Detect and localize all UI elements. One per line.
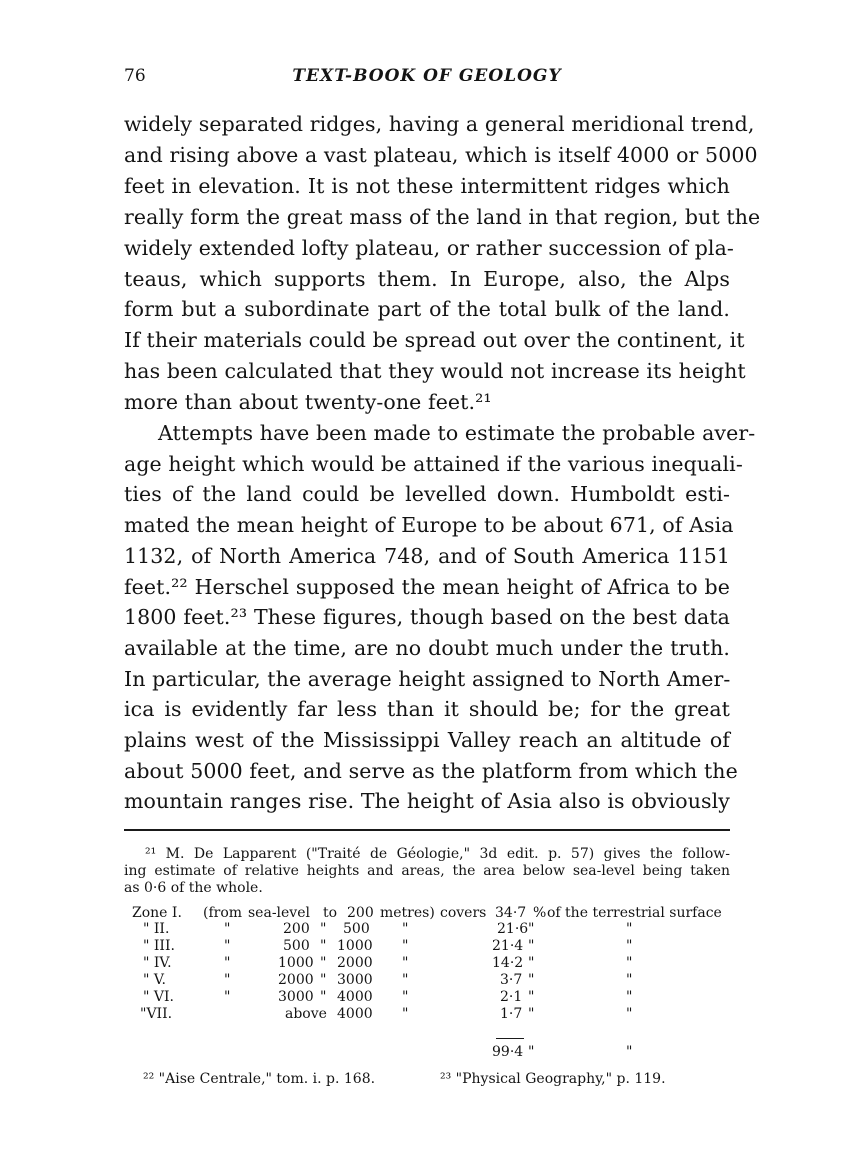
low-cell: sea-level <box>248 905 310 921</box>
from-cell: " <box>224 955 231 971</box>
covers-cell: " <box>402 1006 409 1022</box>
body-line: feet in elevation. It is not these intermittent ridges which <box>124 174 730 198</box>
sign-cell: " <box>528 955 535 971</box>
tail-cell: " <box>626 1006 633 1022</box>
body-line: ties of the land could be levelled down. Humboldt esti- <box>124 482 730 506</box>
unit-cell: metres) <box>380 905 435 921</box>
running-title: TEXT-BOOK OF GEOLOGY <box>292 66 562 86</box>
covers-cell: " <box>402 921 409 937</box>
from-cell: " <box>224 989 231 1005</box>
sign-cell: " <box>528 1006 535 1022</box>
covers-cell: " <box>402 989 409 1005</box>
footnote-line: as 0·6 of the whole. <box>124 880 263 896</box>
body-line: ica is evidently far less than it should be; for the great <box>124 697 730 721</box>
body-line: feet.²² Herschel supposed the mean height of Africa to be <box>124 575 730 599</box>
total-percent: 99·4 <box>492 1044 524 1060</box>
high-cell: 4000 <box>337 989 373 1005</box>
to-cell: to <box>323 905 338 921</box>
zone-cell: " V. <box>143 972 167 988</box>
body-line: available at the time, are no doubt much under the truth. <box>124 636 730 660</box>
to-cell: " <box>320 989 327 1005</box>
sign-cell: " <box>528 921 535 937</box>
footnote-rule <box>124 829 730 831</box>
percent-cell: 3·7 <box>500 972 523 988</box>
covers-cell: covers <box>440 905 487 921</box>
body-line: plains west of the Mississippi Valley reach an altitude of <box>124 728 730 752</box>
to-cell: " <box>320 955 327 971</box>
sign-cell: " <box>528 989 535 1005</box>
sign-cell: " <box>528 972 535 988</box>
from-cell: " <box>224 972 231 988</box>
high-cell: 4000 <box>337 1006 373 1022</box>
percent-cell: 14·2 <box>492 955 524 971</box>
tail-cell: " <box>626 955 633 971</box>
low-cell: 1000 <box>278 955 314 971</box>
body-line: more than about twenty-one feet.²¹ <box>124 390 492 414</box>
high-cell: 3000 <box>337 972 373 988</box>
from-cell: (from <box>203 905 243 921</box>
low-cell: 500 <box>283 938 310 954</box>
from-cell: " <box>224 921 231 937</box>
body-line: really form the great mass of the land in that region, but the <box>124 205 761 229</box>
body-line: form but a subordinate part of the total bulk of the land. <box>124 297 730 321</box>
covers-cell: " <box>402 938 409 954</box>
tail-cell: " <box>626 989 633 1005</box>
high-cell: 500 <box>343 921 370 937</box>
from-cell: " <box>224 938 231 954</box>
footnote-line: ing estimate of relative heights and areas, the area below sea-level being taken <box>124 863 730 879</box>
zone-cell: Zone I. <box>132 905 182 921</box>
percent-cell: 2·1 <box>500 989 523 1005</box>
high-cell: 200 <box>347 905 374 921</box>
zone-cell: " II. <box>143 921 170 937</box>
body-line: In particular, the average height assigned to North Amer- <box>124 667 731 691</box>
body-line: 1132, of North America 748, and of South America 1151 <box>124 544 730 568</box>
body-line: widely separated ridges, having a general meridional trend, <box>124 112 755 136</box>
covers-cell: " <box>402 972 409 988</box>
footnote-22: ²² "Aise Centrale," tom. i. p. 168. <box>143 1071 376 1087</box>
tail-cell: of the terrestrial surface <box>547 905 722 921</box>
zone-cell: " IV. <box>143 955 172 971</box>
low-cell: above <box>285 1006 327 1022</box>
zone-cell: " III. <box>143 938 175 954</box>
percent-cell: 34·7 <box>495 905 527 921</box>
body-line: mated the mean height of Europe to be about 671, of Asia <box>124 513 734 537</box>
body-line: and rising above a vast plateau, which is itself 4000 or 5000 <box>124 143 758 167</box>
zone-cell: " VI. <box>143 989 174 1005</box>
covers-cell: " <box>402 955 409 971</box>
sign-cell: % <box>533 905 547 921</box>
body-line: about 5000 feet, and serve as the platform from which the <box>124 759 738 783</box>
body-line: has been calculated that they would not increase its height <box>124 359 746 383</box>
tail-cell: " <box>626 921 633 937</box>
running-head <box>124 66 730 88</box>
high-cell: 2000 <box>337 955 373 971</box>
low-cell: 200 <box>283 921 310 937</box>
body-line: age height which would be attained if the various inequali- <box>124 452 743 476</box>
total-tail: " <box>626 1044 633 1060</box>
body-line: teaus, which supports them. In Europe, also, the Alps <box>124 267 730 291</box>
high-cell: 1000 <box>337 938 373 954</box>
total-sign: " <box>528 1044 535 1060</box>
body-line: mountain ranges rise. The height of Asia also is obviously <box>124 789 730 813</box>
low-cell: 2000 <box>278 972 314 988</box>
low-cell: 3000 <box>278 989 314 1005</box>
body-line: 1800 feet.²³ These figures, though based on the best data <box>124 605 730 629</box>
to-cell: " <box>320 938 327 954</box>
footnote-23: ²³ "Physical Geography," p. 119. <box>440 1071 666 1087</box>
percent-cell: 21·6 <box>497 921 529 937</box>
tail-cell: " <box>626 938 633 954</box>
body-line: widely extended lofty plateau, or rather succession of pla- <box>124 236 734 260</box>
footnote-line: ²¹ M. De Lapparent ("Traité de Géologie," 3d edit. p. 57) gives the follow- <box>145 846 730 862</box>
page-number: 76 <box>124 66 146 86</box>
to-cell: " <box>320 972 327 988</box>
percent-cell: 21·4 <box>492 938 524 954</box>
sign-cell: " <box>528 938 535 954</box>
percent-cell: 1·7 <box>500 1006 523 1022</box>
zone-cell: "VII. <box>140 1006 173 1022</box>
sum-rule <box>496 1038 524 1039</box>
paragraph-first-line: Attempts have been made to estimate the probable aver- <box>158 421 756 445</box>
body-line: If their materials could be spread out over the continent, it <box>124 328 745 352</box>
tail-cell: " <box>626 972 633 988</box>
to-cell: " <box>320 921 327 937</box>
